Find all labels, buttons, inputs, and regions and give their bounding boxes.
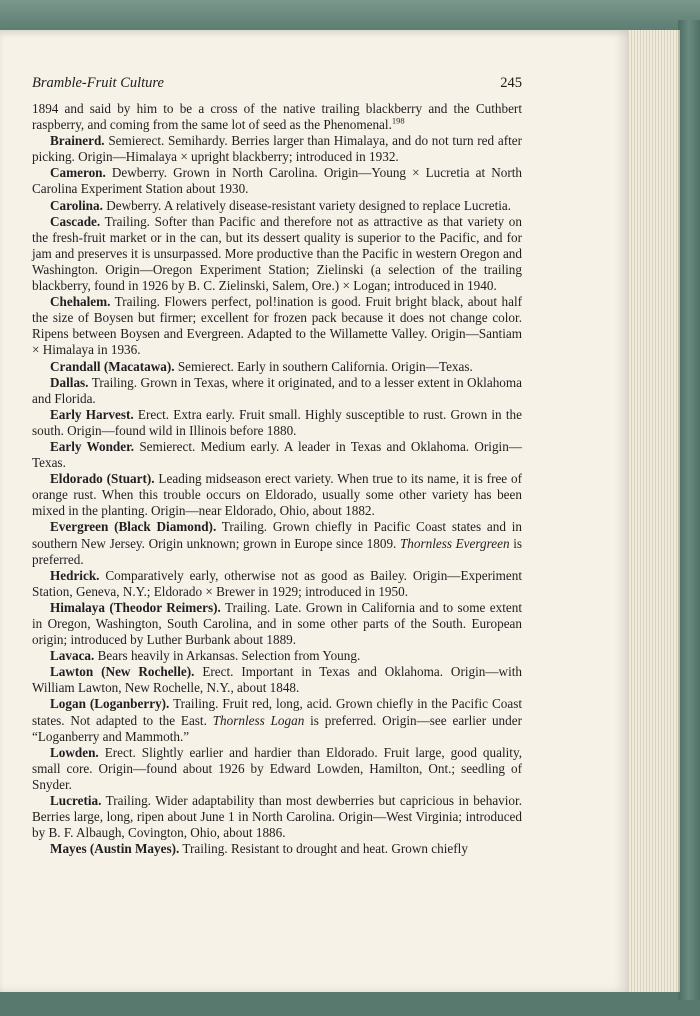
entry-text: Bears heavily in Arkansas. Selection from Young. bbox=[94, 648, 361, 664]
entry-name: Hedrick. bbox=[50, 567, 100, 583]
entry-text: Leading midseason erect variety. When true to its name, it is free of orange rust. When this trouble occurs on Eldorado, usually some other variety has been mixed in the planting. Origin—near Eldorado, Ohio, about 1882. bbox=[32, 471, 522, 519]
entry-text: Erect. Extra early. Fruit small. Highly susceptible to rust. Grown in the south. Origin—found wild in Illinois before 1880. bbox=[32, 406, 522, 438]
entry-early-harvest bbox=[32, 407, 522, 439]
entry-text: Dewberry. A relatively disease-resistant variety designed to replace Lucretia. bbox=[102, 197, 512, 213]
entry-cameron bbox=[32, 165, 522, 197]
entry-text: Trailing. Flowers perfect, pol!ination is good. Fruit bright black, about half the size of Boysen but firmer; excellent for frozen pack because it does not change color. Ripens between Boysen and Evergreen. Adapted to the Willamette Valley. Origin—Santiam × Himalaya in 1936. bbox=[32, 294, 522, 358]
continuation-paragraph bbox=[32, 101, 522, 133]
entry-italic-text: Thornless Evergreen bbox=[399, 535, 510, 551]
entry-crandall bbox=[32, 359, 522, 375]
entry-himalaya bbox=[32, 600, 522, 648]
entry-chehalem bbox=[32, 294, 522, 358]
entry-text: Trailing. Resistant to drought and heat. Grown chiefly bbox=[179, 841, 468, 857]
continuation-text: 1894 and said by him to be a cross of the native trailing blackberry and the Cuthbert raspberry, and coming from the same lot of seed as the Phenomenal. bbox=[32, 101, 522, 133]
running-head: Bramble-Fruit Culture bbox=[32, 75, 164, 91]
body-text bbox=[32, 101, 522, 857]
entry-name: Evergreen (Black Diamond). bbox=[50, 519, 217, 535]
entry-early-wonder bbox=[32, 439, 522, 471]
entry-lucretia bbox=[32, 793, 522, 841]
entry-name: Eldorado (Stuart). bbox=[50, 471, 155, 487]
entry-mayes bbox=[32, 841, 522, 857]
entry-name: Cascade. bbox=[50, 213, 101, 229]
entry-text: Trailing. Grown in Texas, where it originated, and to a lesser extent in Oklahoma and Florida. bbox=[32, 374, 522, 406]
entry-name: Early Wonder. bbox=[50, 438, 135, 454]
entry-text: Trailing. Grown chiefly in Pacific Coast states and in southern New Jersey. Origin unknown; grown in Europe since 1809. bbox=[32, 519, 522, 551]
entry-cascade bbox=[32, 214, 522, 294]
entry-text: Semierect. Early in southern California. Origin—Texas. bbox=[174, 358, 473, 374]
entry-text: Semierect. Semihardy. Berries larger than Himalaya, and do not turn red after picking. Origin—Himalaya × upright blackberry; introduced in 1932. bbox=[32, 133, 522, 165]
entry-name: Lowden. bbox=[50, 744, 99, 760]
entry-text: Dewberry. Grown in North Carolina. Origin—Young × Lucretia at North Carolina Experiment Station about 1930. bbox=[32, 165, 522, 197]
entry-name: Mayes (Austin Mayes). bbox=[50, 841, 180, 857]
entry-evergreen bbox=[32, 519, 522, 567]
entry-text-after: is preferred. Origin—see earlier under “Loganberry and Mammoth.” bbox=[32, 712, 522, 744]
entry-hedrick bbox=[32, 568, 522, 600]
cover-top-edge bbox=[0, 0, 700, 30]
cover-spine-edge bbox=[678, 20, 700, 1000]
page-number: 245 bbox=[500, 75, 522, 91]
entry-name: Crandall (Macatawa). bbox=[50, 358, 175, 374]
entry-name: Himalaya (Theodor Reimers). bbox=[50, 599, 221, 615]
entry-name: Early Harvest. bbox=[50, 406, 134, 422]
entry-text: Erect. Important in Texas and Oklahoma. Origin—with William Lawton, New Rochelle, N.Y., about 1848. bbox=[32, 664, 522, 696]
entry-lavaca bbox=[32, 648, 522, 664]
footnote-ref: 198 bbox=[391, 115, 405, 126]
entry-text: Erect. Slightly earlier and hardier than Eldorado. Fruit large, good quality, small core. Origin—found about 1926 by Edward Lowden, Hamilton, Ont.; seedling of Snyder. bbox=[32, 744, 522, 792]
entry-name: Logan (Loganberry). bbox=[50, 696, 170, 712]
entry-logan bbox=[32, 696, 522, 744]
entry-name: Dallas. bbox=[50, 374, 89, 390]
entry-text: Comparatively early, otherwise not as good as Bailey. Origin—Experiment Station, Geneva, N.Y.; Eldorado × Brewer in 1929; introduced in 1950. bbox=[32, 567, 522, 599]
entry-name: Brainerd. bbox=[50, 133, 105, 149]
entry-italic-text: Thornless Logan bbox=[212, 712, 305, 728]
entry-name: Carolina. bbox=[50, 197, 103, 213]
entry-name: Lavaca. bbox=[50, 648, 95, 664]
entry-text: Trailing. Fruit red, long, acid. Grown chiefly in the Pacific Coast states. Not adapted to the East. bbox=[32, 696, 523, 728]
entry-text: Trailing. Wider adaptability than most dewberries but capricious in behavior. Berries large, long, ripen about June 1 in North Carolina. Origin—West Virginia; introduced by B. F. Albaugh, Covington, Ohio, about 1886. bbox=[32, 793, 522, 841]
entry-text-after: is preferred. bbox=[32, 535, 523, 567]
entry-carolina bbox=[32, 198, 522, 214]
entry-lowden bbox=[32, 745, 522, 793]
entry-lawton bbox=[32, 664, 522, 696]
entry-name: Lawton (New Rochelle). bbox=[50, 664, 195, 680]
entry-eldorado bbox=[32, 471, 522, 519]
entry-text: Trailing. Late. Grown in California and to some extent in Oregon, Washington, South Carolina, and in some other parts of the South. European origin; introduced by Luther Burbank about 1889. bbox=[32, 599, 522, 648]
entry-text: Semierect. Medium early. A leader in Texas and Oklahoma. Origin—Texas. bbox=[32, 438, 522, 471]
entry-brainerd bbox=[32, 133, 522, 165]
entry-text: Trailing. Softer than Pacific and therefore not as attractive as that variety on the fresh-fruit market or in the can, but its dessert quality is superior to the Pacific, and for jam and preserves it is unsurpassed. More productive than the Pacific in western Oregon and Washington. Origin—Oregon Experiment Station; Zielinski (a selection of the trailing blackberry, found in 1926 by B. C. Zielinski, Salem, Ore.) × Logan; introduced in 1940. bbox=[32, 213, 522, 294]
entry-name: Chehalem. bbox=[50, 294, 111, 310]
page-edges bbox=[620, 30, 680, 992]
entry-dallas bbox=[32, 375, 522, 407]
entry-name: Cameron. bbox=[50, 165, 106, 181]
entry-name: Lucretia. bbox=[50, 793, 102, 809]
